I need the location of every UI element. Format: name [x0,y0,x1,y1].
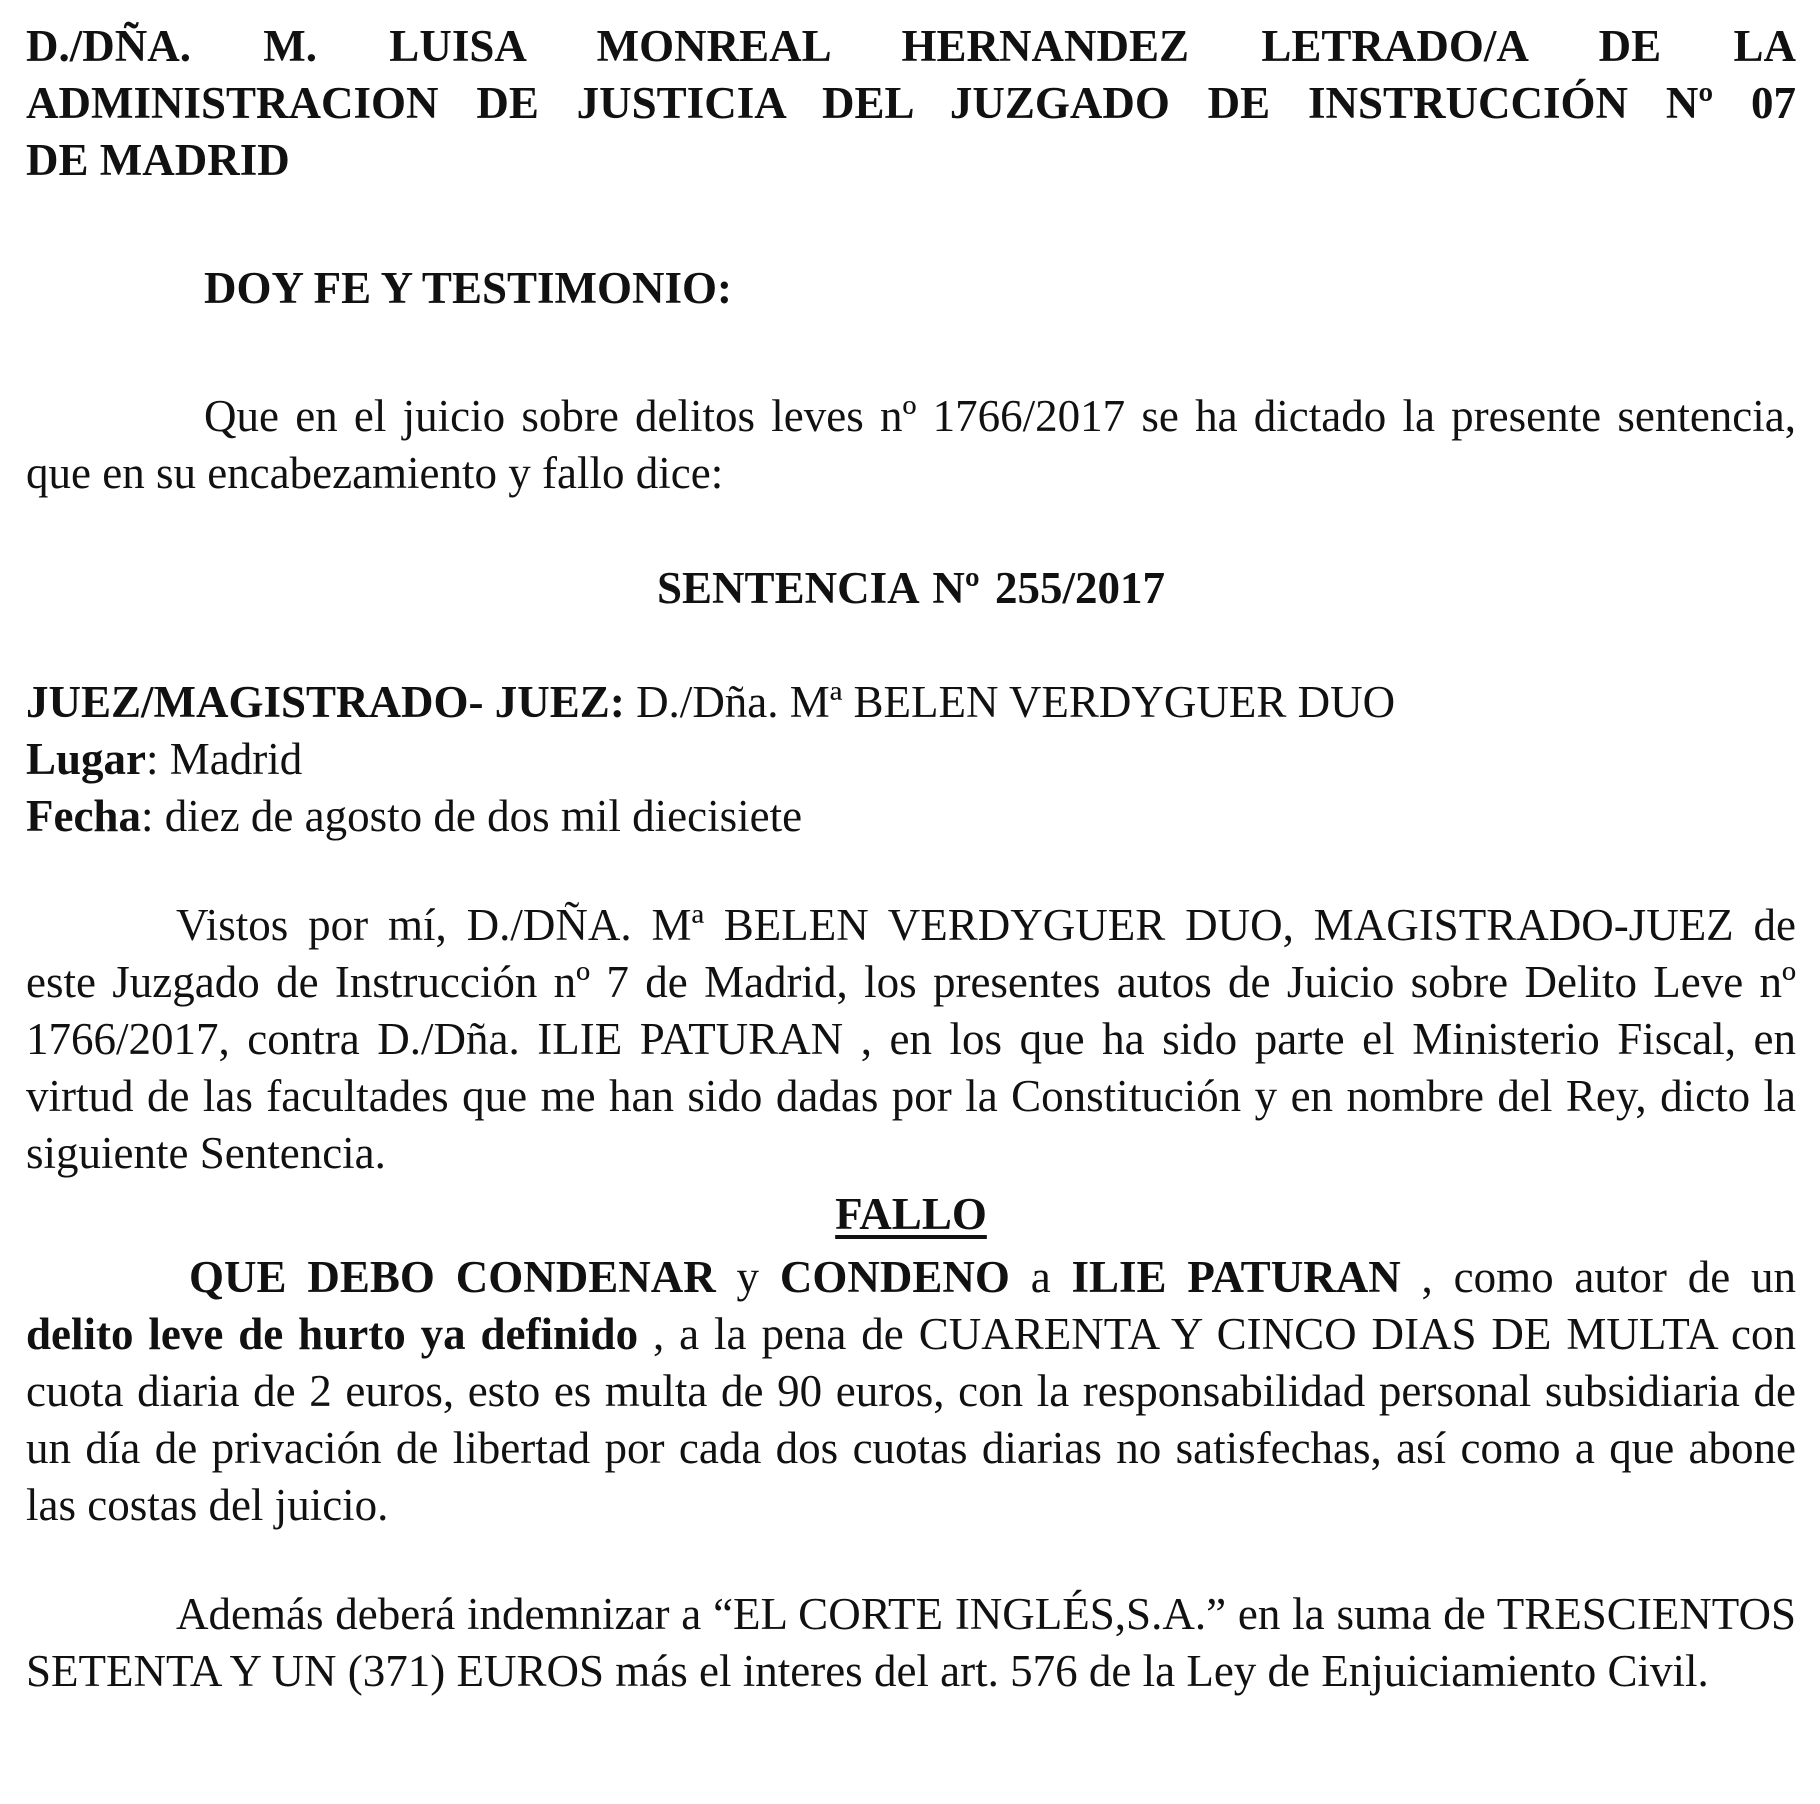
sentencia-title: SENTENCIA Nº 255/2017 [657,563,1165,613]
lugar-line [26,731,1796,788]
lugar-label: Lugar [26,734,147,784]
fallo-text-4: , a la pena de CUARENTA Y CINCO DIAS DE MULTA con cuota diaria de 2 euros, esto es multa de 90 euros, con la responsabilidad personal subsidiaria de un día de privación de libertad por cada dos cuotas diarias no satisfechas, así como a que abone las costas del juicio. [26,1309,1796,1530]
fallo-text-1: y [715,1252,780,1302]
header-line-3: DE MADRID [26,135,290,185]
fallo-bold-name: ILIE PATURAN [1071,1252,1401,1302]
fallo-bold-condeno: CONDENO [779,1252,1010,1302]
fallo-title: FALLO [835,1189,987,1239]
header-line-2: ADMINISTRACION DE JUSTICIA DEL JUZGADO DE INSTRUCCIÓN Nº 07 [26,78,1796,128]
fecha-value: : diez de agosto de dos mil diecisiete [140,791,803,841]
fallo-text-3: , como autor de un [1400,1252,1796,1302]
fallo-text-2: a [1009,1252,1072,1302]
vistos-paragraph: Vistos por mí, D./DÑA. Mª BELEN VERDYGUER DUO, MAGISTRADO-JUEZ de este Juzgado de Instrucción nº 7 de Madrid, los presentes autos de Juicio sobre Delito Leve nº 1766/2017, contra D./Dña. ILIE PATURAN , en los que ha sido parte el Ministerio Fiscal, en virtud de las facultades que me han sido dadas por la Constitución y en nombre del Rey, dicto la siguiente Sentencia. [26,900,1796,1178]
fecha-line [26,788,1796,845]
fallo-bold-delito: delito leve de hurto ya definido [26,1309,639,1359]
intro-paragraph: Que en el juicio sobre delitos leves nº 1766/2017 se ha dictado la presente sentencia, que en su encabezamiento y fallo dice: [26,391,1796,498]
sentencia-meta [26,674,1796,845]
juez-value: D./Dña. Mª BELEN VERDYGUER DUO [624,677,1396,727]
lugar-value: : Madrid [146,734,303,784]
fallo-bold-condenar: QUE DEBO CONDENAR [189,1252,716,1302]
header-line-1: D./DÑA. M. LUISA MONREAL HERNANDEZ LETRADO/A DE LA [26,21,1796,71]
fecha-label: Fecha [26,791,141,841]
fallo-paragraph [26,1249,1796,1534]
ademas-paragraph: Además deberá indemnizar a “EL CORTE INGLÉS,S.A.” en la suma de TRESCIENTOS SETENTA Y UN (371) EUROS más el interes del art. 576 de la Ley de Enjuiciamiento Civil. [26,1589,1796,1696]
juez-line [26,674,1796,731]
juez-label: JUEZ/MAGISTRADO- JUEZ: [26,677,625,727]
doy-fe-heading: DOY FE Y TESTIMONIO: [204,263,732,313]
